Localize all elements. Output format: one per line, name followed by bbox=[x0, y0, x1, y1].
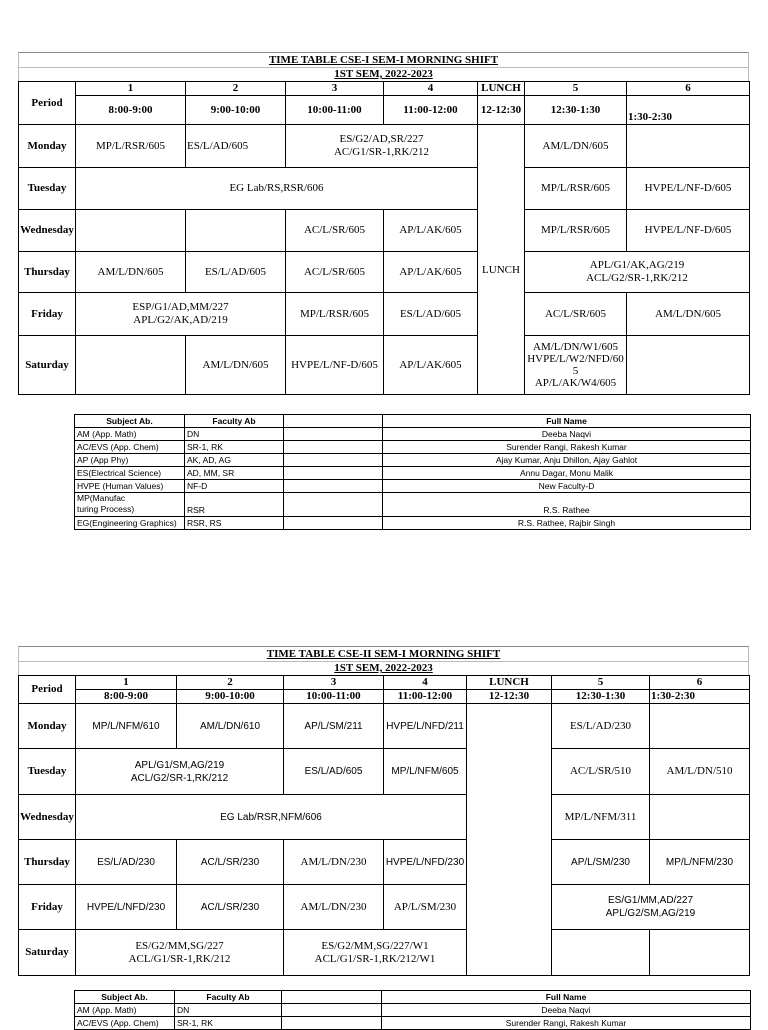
class-cell: HVPE/L/NFD/211 bbox=[384, 704, 467, 749]
class-cell: AM/L/DN/605 bbox=[627, 293, 750, 336]
class-cell bbox=[650, 795, 750, 840]
time-slot: 1:30-2:30 bbox=[650, 690, 750, 704]
class-line: ACL/G1/SR-1,RK/212/W1 bbox=[314, 952, 436, 965]
class-cell bbox=[76, 749, 284, 795]
timetable-cse-2 bbox=[18, 646, 749, 976]
lunch-header: LUNCH bbox=[467, 676, 552, 690]
legend-row bbox=[75, 467, 751, 480]
faculty-name: Deeba Naqvi bbox=[382, 1004, 751, 1017]
class-cell bbox=[76, 210, 186, 252]
subject-abbr: AM (App. Math) bbox=[75, 1004, 175, 1017]
legend-row bbox=[75, 517, 751, 530]
lunch-header: LUNCH bbox=[478, 82, 525, 96]
day-monday: Monday bbox=[19, 125, 76, 168]
legend-header: Subject Ab. bbox=[75, 991, 175, 1004]
class-line: HVPE/L/W2/NFD/60 bbox=[527, 353, 624, 365]
faculty-abbr: RSR, RS bbox=[185, 517, 284, 530]
title-text: TIME TABLE CSE-I SEM-I MORNING SHIFT bbox=[268, 54, 499, 66]
period-num: 3 bbox=[286, 82, 384, 96]
class-cell: AM/L/DN/230 bbox=[284, 885, 384, 930]
legend-header: Faculty Ab bbox=[175, 991, 282, 1004]
class-cell: EG Lab/RS,RSR/606 bbox=[76, 168, 478, 210]
period-num: 6 bbox=[650, 676, 750, 690]
class-cell: HVPE/L/NF-D/605 bbox=[627, 168, 750, 210]
subject-abbr: HVPE (Human Values) bbox=[75, 480, 185, 493]
day-friday: Friday bbox=[19, 885, 76, 930]
class-cell: AP/L/AK/605 bbox=[384, 210, 478, 252]
faculty-legend bbox=[74, 990, 751, 1030]
period-num: 2 bbox=[186, 82, 286, 96]
lunch-text: LUNCH bbox=[482, 264, 520, 276]
faculty-name: Ajay Kumar, Anju Dhillon, Ajay Gahlot bbox=[383, 454, 751, 467]
class-cell bbox=[286, 125, 478, 168]
class-line: APL/G2/AK,AD/219 bbox=[133, 314, 228, 326]
lunch-column bbox=[478, 125, 525, 395]
class-cell: AP/L/AK/605 bbox=[384, 252, 478, 293]
day-thursday: Thursday bbox=[19, 252, 76, 293]
class-cell: MP/L/RSR/605 bbox=[286, 293, 384, 336]
subject-abbr-line: MP(Manufac bbox=[77, 493, 126, 503]
class-line: APL/G2/SM,AG/219 bbox=[605, 908, 696, 919]
period-num: 2 bbox=[177, 676, 284, 690]
subtitle-text: 1ST SEM, 2022-2023 bbox=[334, 68, 433, 80]
class-line: ES/G2/MM,SG/227/W1 bbox=[321, 939, 429, 952]
class-cell bbox=[76, 930, 284, 976]
class-cell: AP/L/SM/230 bbox=[552, 840, 650, 885]
time-slot: 8:00-9:00 bbox=[76, 96, 186, 125]
class-cell bbox=[525, 252, 750, 293]
class-cell: MP/L/RSR/605 bbox=[525, 210, 627, 252]
class-cell: ES/L/AD/605 bbox=[384, 293, 478, 336]
faculty-name: Surender Rangi, Rakesh Kumar bbox=[383, 441, 751, 454]
class-cell: HVPE/L/NFD/230 bbox=[384, 840, 467, 885]
time-slot: 11:00-12:00 bbox=[384, 690, 467, 704]
class-cell: MP/L/RSR/605 bbox=[76, 125, 186, 168]
class-line: AP/L/AK/W4/605 bbox=[534, 377, 617, 389]
day-friday: Friday bbox=[19, 293, 76, 336]
faculty-abbr: AD, MM, SR bbox=[185, 467, 284, 480]
time-slot: 12-12:30 bbox=[467, 690, 552, 704]
class-cell: AP/L/SM/230 bbox=[384, 885, 467, 930]
legend-header: Subject Ab. bbox=[75, 415, 185, 428]
subtitle-text: 1ST SEM, 2022-2023 bbox=[334, 662, 433, 674]
class-line: ACL/G1/SR-1,RK/212 bbox=[128, 952, 231, 965]
class-cell bbox=[627, 336, 750, 395]
legend-header bbox=[282, 991, 382, 1004]
period-num: 5 bbox=[525, 82, 627, 96]
legend-row bbox=[75, 428, 751, 441]
class-cell: HVPE/L/NF-D/605 bbox=[627, 210, 750, 252]
time-slot: 12:30-1:30 bbox=[552, 690, 650, 704]
time-slot: 9:00-10:00 bbox=[186, 96, 286, 125]
time-slot: 1:30-2:30 bbox=[627, 96, 750, 125]
class-cell bbox=[627, 125, 750, 168]
subject-abbr: AC/EVS (App. Chem) bbox=[75, 441, 185, 454]
period-num: 1 bbox=[76, 82, 186, 96]
time-slot: 10:00-11:00 bbox=[284, 690, 384, 704]
class-cell: HVPE/L/NF-D/605 bbox=[286, 336, 384, 395]
legend-header: Faculty Ab bbox=[185, 415, 284, 428]
class-cell bbox=[76, 336, 186, 395]
day-wednesday: Wednesday bbox=[19, 210, 76, 252]
subject-abbr: AC/EVS (App. Chem) bbox=[75, 1017, 175, 1030]
class-cell bbox=[650, 930, 750, 976]
blank-cell bbox=[284, 441, 383, 454]
class-cell: ES/L/AD/230 bbox=[76, 840, 177, 885]
lunch-column bbox=[467, 704, 552, 976]
class-cell: MP/L/RSR/605 bbox=[525, 168, 627, 210]
legend-row bbox=[75, 454, 751, 467]
time-slot: 12-12:30 bbox=[478, 96, 525, 125]
day-tuesday: Tuesday bbox=[19, 168, 76, 210]
class-line: APL/G1/AK,AG/219 bbox=[589, 259, 685, 271]
class-line: ES/G2/AD,SR/227 bbox=[339, 133, 424, 145]
period-num: 6 bbox=[627, 82, 750, 96]
class-cell: ES/L/AD/605 bbox=[186, 252, 286, 293]
title-text: TIME TABLE CSE-II SEM-I MORNING SHIFT bbox=[266, 648, 501, 660]
time-slot: 10:00-11:00 bbox=[286, 96, 384, 125]
faculty-abbr: SR-1, RK bbox=[175, 1017, 282, 1030]
faculty-name: New Faculty-D bbox=[383, 480, 751, 493]
period-header: Period bbox=[19, 82, 76, 125]
period-num: 4 bbox=[384, 82, 478, 96]
class-cell: ES/L/AD/605 bbox=[284, 749, 384, 795]
blank-cell bbox=[284, 493, 383, 517]
legend-row bbox=[75, 480, 751, 493]
faculty-name: Annu Dagar, Monu Malik bbox=[383, 467, 751, 480]
class-cell: AM/L/DN/605 bbox=[76, 252, 186, 293]
class-cell: ES/L/AD/605 bbox=[186, 125, 286, 168]
class-line: ESP/G1/AD,MM/227 bbox=[132, 301, 229, 313]
timetable-grid bbox=[18, 675, 750, 976]
class-cell: AC/L/SR/230 bbox=[177, 840, 284, 885]
legend-header bbox=[284, 415, 383, 428]
class-line: AM/L/DN/W1/605 bbox=[533, 341, 618, 353]
subject-abbr-line: turing Process) bbox=[77, 504, 135, 514]
blank-cell bbox=[284, 517, 383, 530]
class-cell: ES/L/AD/230 bbox=[552, 704, 650, 749]
timetable-title bbox=[18, 52, 749, 67]
period-num: 3 bbox=[284, 676, 384, 690]
day-wednesday: Wednesday bbox=[19, 795, 76, 840]
class-cell: AM/L/DN/605 bbox=[186, 336, 286, 395]
class-cell: AC/L/SR/605 bbox=[286, 210, 384, 252]
legend-row bbox=[75, 493, 751, 517]
timetable-title bbox=[18, 646, 749, 661]
time-slot: 8:00-9:00 bbox=[76, 690, 177, 704]
class-cell bbox=[650, 704, 750, 749]
class-cell bbox=[186, 210, 286, 252]
blank-cell bbox=[284, 467, 383, 480]
class-line: ACL/G2/SR-1,RK/212 bbox=[130, 772, 229, 784]
faculty-abbr: SR-1, RK bbox=[185, 441, 284, 454]
day-saturday: Saturday bbox=[19, 336, 76, 395]
period-num: 1 bbox=[76, 676, 177, 690]
time-slot: 12:30-1:30 bbox=[525, 96, 627, 125]
class-cell: MP/L/NFM/610 bbox=[76, 704, 177, 749]
blank-cell bbox=[284, 428, 383, 441]
class-cell bbox=[76, 293, 286, 336]
time-slot: 9:00-10:00 bbox=[177, 690, 284, 704]
faculty-abbr: AK, AD, AG bbox=[185, 454, 284, 467]
class-line: ACL/G2/SR-1,RK/212 bbox=[586, 272, 688, 284]
day-thursday: Thursday bbox=[19, 840, 76, 885]
class-cell: AC/L/SR/230 bbox=[177, 885, 284, 930]
subject-abbr: AM (App. Math) bbox=[75, 428, 185, 441]
class-cell: EG Lab/RSR,NFM/606 bbox=[76, 795, 467, 840]
blank-cell bbox=[282, 1017, 382, 1030]
blank-cell bbox=[282, 1004, 382, 1017]
class-cell: MP/L/NFM/311 bbox=[552, 795, 650, 840]
subject-abbr: EG(Engineering Graphics) bbox=[75, 517, 185, 530]
day-saturday: Saturday bbox=[19, 930, 76, 976]
timetable-grid bbox=[18, 81, 750, 395]
faculty-abbr: RSR bbox=[185, 493, 284, 517]
faculty-abbr: DN bbox=[175, 1004, 282, 1017]
class-cell: HVPE/L/NFD/230 bbox=[76, 885, 177, 930]
legend-row bbox=[75, 441, 751, 454]
legend-row bbox=[75, 1017, 751, 1030]
class-cell bbox=[525, 336, 627, 395]
timetable-subtitle bbox=[18, 661, 749, 675]
period-header: Period bbox=[19, 676, 76, 704]
class-line: ES/G1/MM,AD/227 bbox=[607, 895, 694, 906]
class-cell: AM/L/DN/610 bbox=[177, 704, 284, 749]
legend-row bbox=[75, 1004, 751, 1017]
faculty-legend bbox=[74, 414, 751, 530]
class-cell: MP/L/NFM/605 bbox=[384, 749, 467, 795]
subject-abbr bbox=[75, 493, 185, 517]
class-cell: AC/L/SR/605 bbox=[525, 293, 627, 336]
subject-abbr: AP (App Phy) bbox=[75, 454, 185, 467]
subject-abbr: ES(Electrical Science) bbox=[75, 467, 185, 480]
class-cell: AM/L/DN/605 bbox=[525, 125, 627, 168]
class-cell: MP/L/NFM/230 bbox=[650, 840, 750, 885]
class-line: APL/G1/SM,AG/219 bbox=[134, 759, 225, 771]
blank-cell bbox=[284, 454, 383, 467]
class-cell bbox=[284, 930, 467, 976]
class-line: ES/G2/MM,SG/227 bbox=[135, 939, 224, 952]
period-num: 4 bbox=[384, 676, 467, 690]
time-slot: 11:00-12:00 bbox=[384, 96, 478, 125]
period-num: 5 bbox=[552, 676, 650, 690]
day-monday: Monday bbox=[19, 704, 76, 749]
class-cell: AP/L/AK/605 bbox=[384, 336, 478, 395]
blank-cell bbox=[284, 480, 383, 493]
faculty-name: Deeba Naqvi bbox=[383, 428, 751, 441]
timetable-cse-1 bbox=[18, 52, 749, 395]
class-cell: AP/L/SM/211 bbox=[284, 704, 384, 749]
legend-header: Full Name bbox=[382, 991, 751, 1004]
day-tuesday: Tuesday bbox=[19, 749, 76, 795]
legend-header: Full Name bbox=[383, 415, 751, 428]
class-cell: AC/L/SR/510 bbox=[552, 749, 650, 795]
faculty-abbr: DN bbox=[185, 428, 284, 441]
faculty-abbr: NF-D bbox=[185, 480, 284, 493]
class-cell: AC/L/SR/605 bbox=[286, 252, 384, 293]
faculty-name: R.S. Rathee bbox=[383, 493, 751, 517]
class-cell bbox=[552, 930, 650, 976]
faculty-name: Surender Rangi, Rakesh Kumar bbox=[382, 1017, 751, 1030]
timetable-subtitle bbox=[18, 67, 749, 81]
class-cell: AM/L/DN/230 bbox=[284, 840, 384, 885]
faculty-name: R.S. Rathee, Rajbir Singh bbox=[383, 517, 751, 530]
class-line: 5 bbox=[572, 365, 579, 377]
class-line: AC/G1/SR-1,RK/212 bbox=[333, 146, 430, 158]
class-cell bbox=[552, 885, 750, 930]
class-cell: AM/L/DN/510 bbox=[650, 749, 750, 795]
